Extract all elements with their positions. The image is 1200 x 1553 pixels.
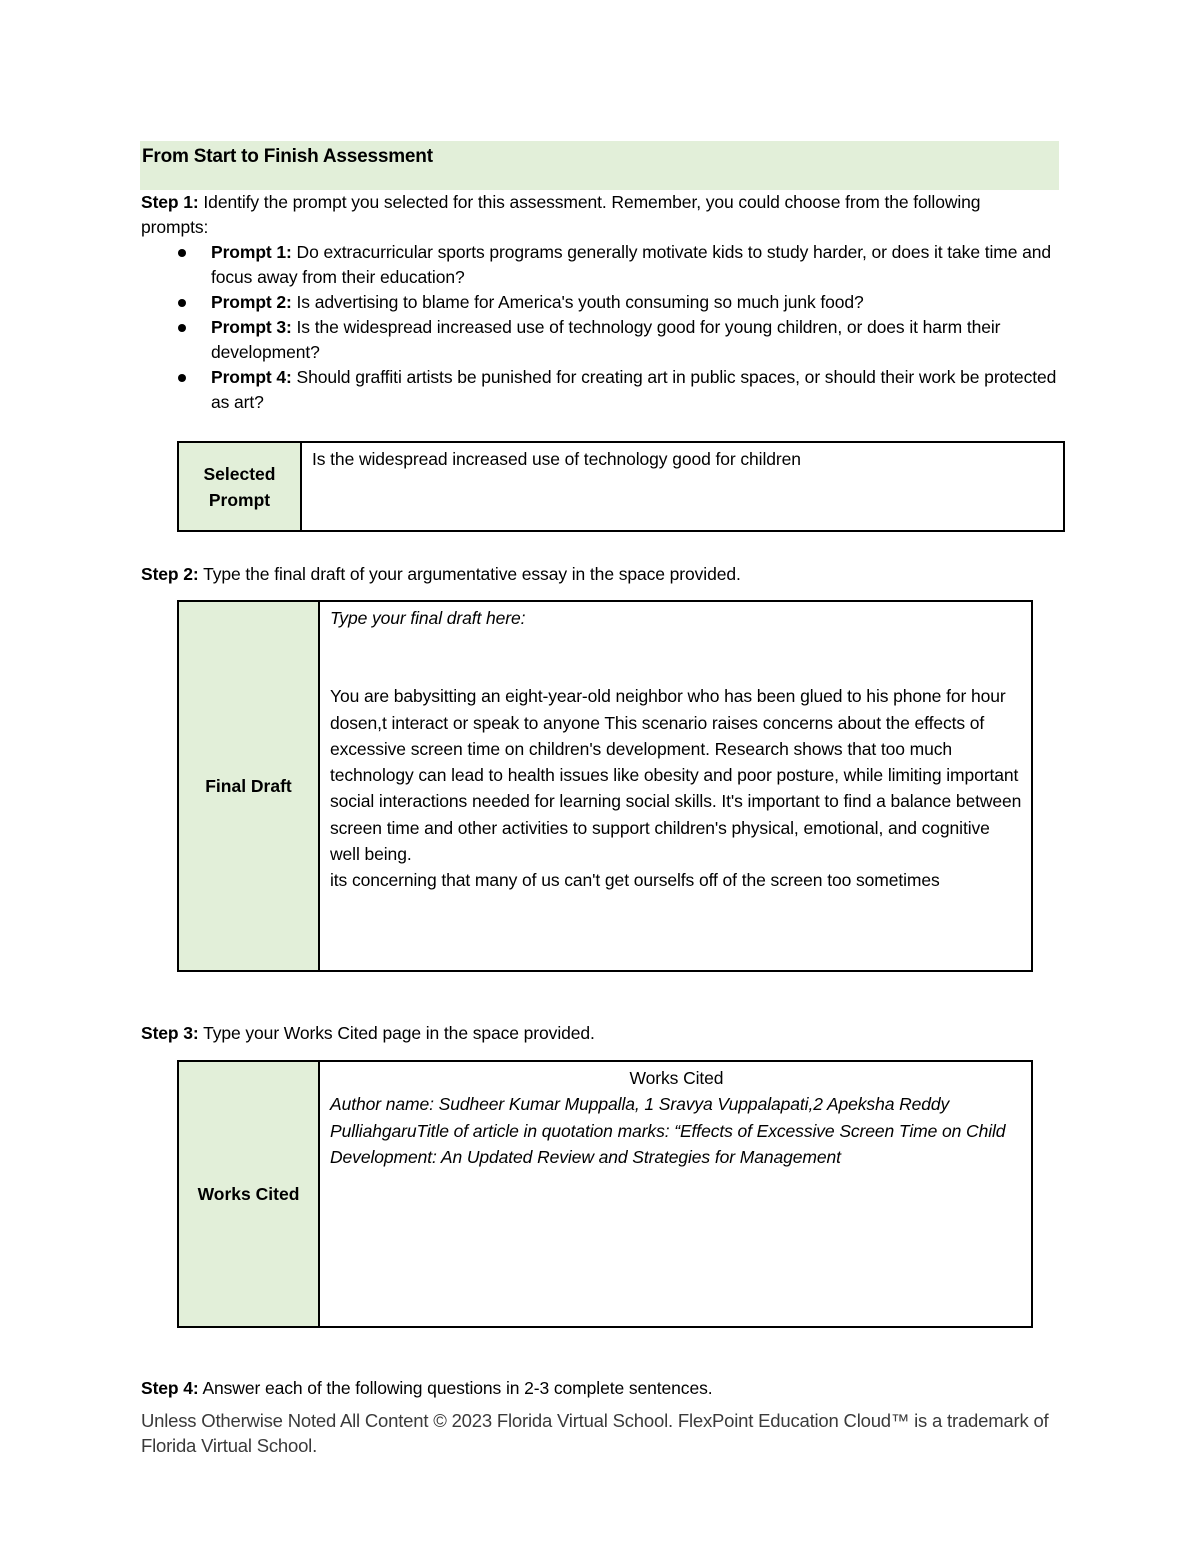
step2-label: Step 2:: [141, 564, 199, 584]
selected-prompt-field[interactable]: [301, 442, 1064, 531]
selected-prompt-label-line1: Selected: [203, 463, 276, 484]
prompt-label: Prompt 2:: [211, 292, 292, 312]
works-cited-table: [177, 1060, 1033, 1328]
works-cited-label: Works Cited: [178, 1061, 319, 1327]
final-draft-label: Final Draft: [178, 601, 319, 971]
final-draft-field[interactable]: [319, 601, 1032, 971]
final-draft-body: You are babysitting an eight-year-old neighbor who has been glued to his phone for hour dosen,t interact or speak to anyone This scenario raises concerns about the effects of excessive screen time on children's development. Research shows that too much technology can lead to health issues like obesity and poor posture, while limiting important social interactions needed for learning social skills. It's important to find a balance between screen time and other activities to support children's physical, emotional, and cognitive well being.: [330, 686, 1022, 865]
prompt-list: [211, 240, 1061, 415]
copyright-footer: Unless Otherwise Noted All Content © 2023 Florida Virtual School. FlexPoint Education Cloud™ is a trademark of Florida Virtual School.: [141, 1410, 1049, 1456]
bullet-icon: [178, 299, 186, 307]
list-item: [211, 240, 1061, 290]
step2-text: Type the final draft of your argumentative essay in the space provided.: [198, 564, 741, 584]
prompt-label: Prompt 4:: [211, 367, 292, 387]
final-draft-instruction: Type your final draft here:: [330, 608, 526, 628]
bullet-icon: [178, 249, 186, 257]
prompt-text: Should graffiti artists be punished for creating art in public spaces, or should their work be protected as art?: [211, 367, 1057, 412]
list-item: [211, 290, 1061, 315]
works-cited-heading: Works Cited: [629, 1068, 724, 1088]
selected-prompt-label-line2: Prompt: [208, 489, 271, 510]
works-cited-entry: Author name: Sudheer Kumar Muppalla, 1 Sravya Vuppalapati,2 Apeksha Reddy PulliahgaruTitle of article in quotation marks: “Effects of Excessive Screen Time on Child Development: An Updated Review and Strategies for Management: [330, 1094, 1006, 1167]
list-item: [211, 365, 1061, 415]
prompt-text: Is advertising to blame for America's youth consuming so much junk food?: [291, 292, 864, 312]
title-bar: [140, 141, 1059, 190]
prompt-label: Prompt 1:: [211, 242, 292, 262]
works-cited-field[interactable]: [319, 1061, 1032, 1327]
bullet-icon: [178, 324, 186, 332]
final-draft-body-2: its concerning that many of us can't get ourselfs off of the screen too sometimes: [330, 870, 940, 891]
step4-text: Answer each of the following questions in 2-3 complete sentences.: [198, 1378, 713, 1398]
bullet-icon: [178, 374, 186, 382]
step3-text: Type your Works Cited page in the space provided.: [198, 1023, 595, 1043]
selected-prompt-label: [178, 442, 301, 531]
list-item: [211, 315, 1061, 365]
selected-prompt-value: Is the widespread increased use of technology good for children: [312, 449, 801, 469]
step2-instruction: [141, 562, 741, 587]
prompt-text: Do extracurricular sports programs generally motivate kids to study harder, or does it take time and focus away from their education?: [211, 242, 1052, 287]
final-draft-table: [177, 600, 1033, 972]
step4-instruction: [141, 1376, 713, 1401]
step3-label: Step 3:: [141, 1023, 199, 1043]
step4-label: Step 4:: [141, 1378, 199, 1398]
selected-prompt-table: [177, 441, 1065, 532]
step1-instruction: [141, 190, 1041, 240]
step1-text: Identify the prompt you selected for this assessment. Remember, you could choose from the following prompts:: [141, 192, 981, 237]
step3-instruction: [141, 1021, 595, 1046]
step1-label: Step 1:: [141, 192, 199, 212]
page-title: From Start to Finish Assessment: [142, 146, 433, 167]
prompt-text: Is the widespread increased use of technology good for young children, or does it harm their development?: [211, 317, 1001, 362]
prompt-label: Prompt 3:: [211, 317, 292, 337]
